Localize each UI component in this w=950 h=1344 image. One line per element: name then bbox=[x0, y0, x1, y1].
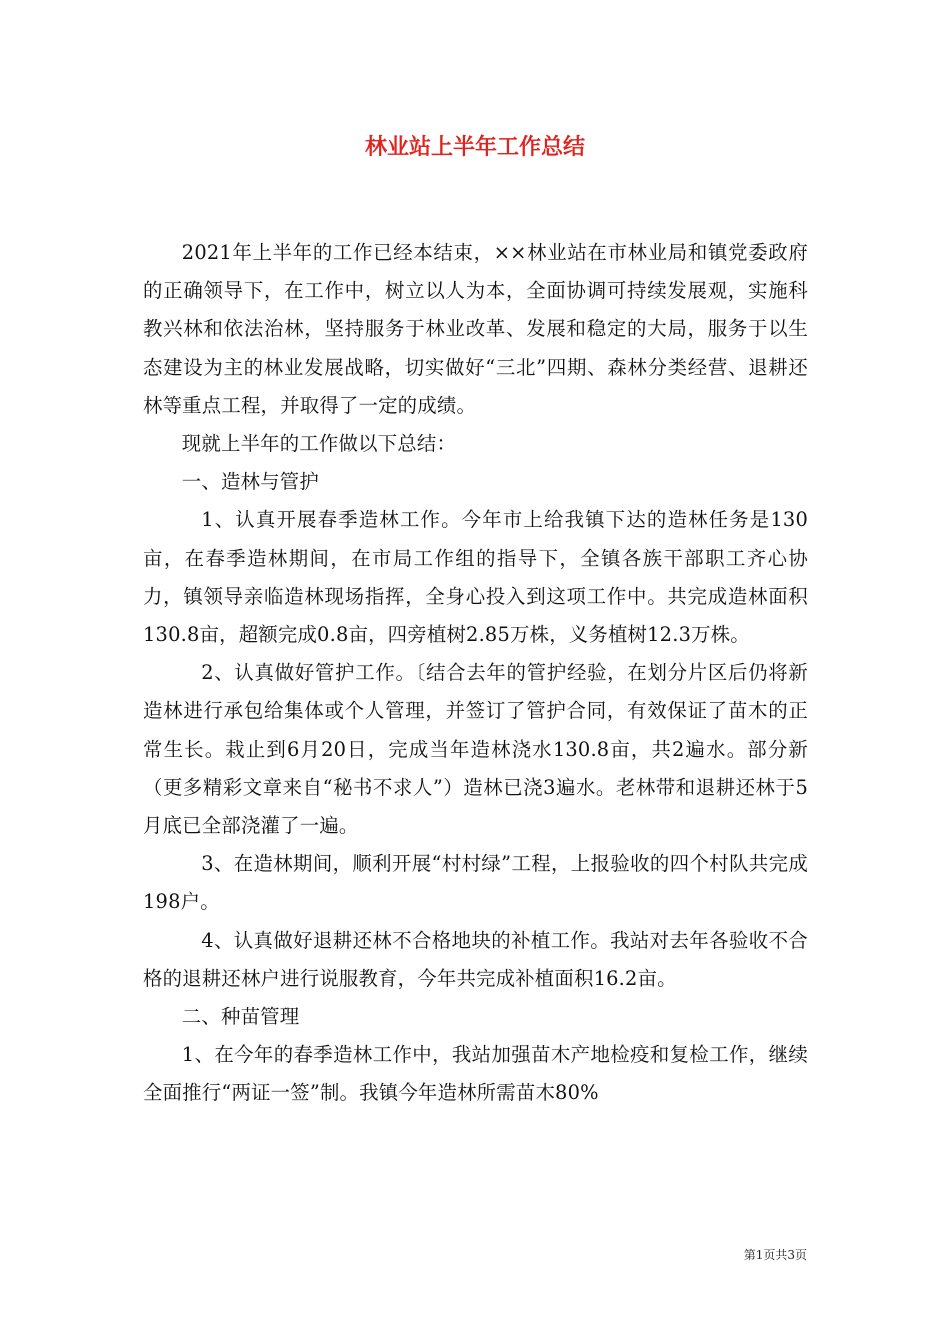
paragraph-intro: 2021年上半年的工作已经本结束，××林业站在市林业局和镇党委政府的正确领导下，在工作中，树立以人为本，全面协调可持续发展观，实施科教兴林和依法治林，坚持服务于林业改革、发展和稳定的大局，服务于以生态建设为主的林业发展战略，切实做好“三北”四期、森林分类经营、退耕还林等重点工程，并取得了一定的成绩。 bbox=[143, 241, 808, 417]
paragraph-management: 2、认真做好管护工作。〔结合去年的管护经验，在划分片区后仍将新造林进行承包给集体或个人管理，并签订了管护合同，有效保证了苗木的正常生长。栽止到6月20日，完成当年造林浇水130.8亩，共2遍水。部分新（更多精彩文章来自“秘书不求人”）造林已浇3遍水。老林带和退耕还林于5月底已全部浇灌了一遍。 bbox=[143, 661, 808, 838]
paragraph-summary-lead: 现就上半年的工作做以下总结： bbox=[181, 432, 457, 456]
paragraph-replanting: 4、认真做好退耕还林不合格地块的补植工作。我站对去年各验收不合格的退耕还林户进行说服教育，今年共完成补植面积16.2亩。 bbox=[143, 928, 808, 990]
section-heading-afforestation: 一、造林与管护 bbox=[181, 470, 319, 494]
page-indicator: 第1页共3页 bbox=[743, 1248, 807, 1262]
paragraph-seedling-inspection: 1、在今年的春季造林工作中，我站加强苗木产地检疫和复检工作，继续全面推行“两证一签”制。我镇今年造林所需苗木80% bbox=[143, 1043, 808, 1105]
section-heading-seedlings: 二、种苗管理 bbox=[181, 1005, 300, 1029]
paragraph-village-green: 3、在造林期间，顺利开展“村村绿”工程，上报验收的四个村队共完成198户。 bbox=[143, 852, 808, 914]
paragraph-spring-afforestation: 1、认真开展春季造林工作。今年市上给我镇下达的造林任务是130亩，在春季造林期间，在市局工作组的指导下，全镇各族干部职工齐心协力，镇领导亲临造林现场指挥，全身心投入到这项工作中。共完成造林面积130.8亩，超额完成0.8亩，四旁植树2.85万株，义务植树12.3万株。 bbox=[143, 508, 808, 647]
page-title: 林业站上半年工作总结 bbox=[364, 135, 585, 160]
document-body bbox=[143, 234, 808, 1113]
